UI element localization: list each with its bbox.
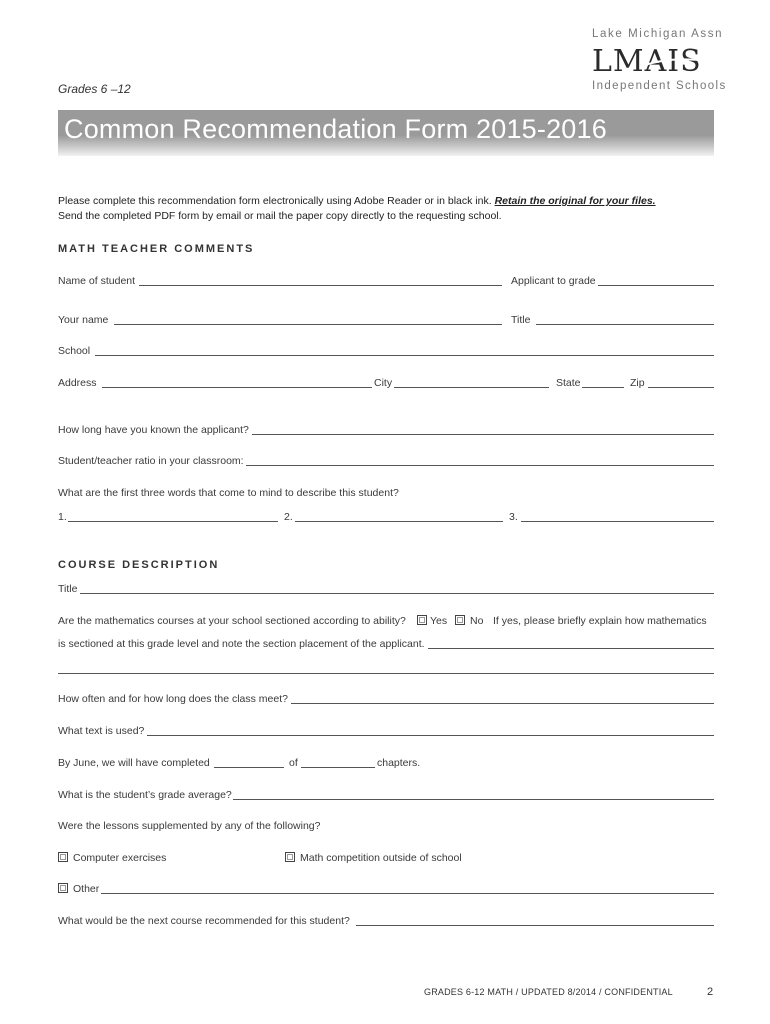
checkbox-other[interactable] <box>58 883 68 893</box>
label-your-name: Your name <box>58 314 109 326</box>
field-chapters-total[interactable] <box>301 767 375 768</box>
checkbox-no[interactable] <box>455 615 465 625</box>
label-no: No <box>470 615 484 627</box>
checkbox-math-competition[interactable] <box>285 852 295 862</box>
label-how-long-known: How long have you known the applicant? <box>58 424 249 436</box>
logo-swoosh-icon <box>640 58 710 68</box>
logo-bottom-text: Independent Schools <box>592 80 727 92</box>
field-sectioned-explanation-line-2[interactable] <box>58 673 714 674</box>
label-sectioned-continued: is sectioned at this grade level and note the section placement of the applicant. <box>58 638 425 650</box>
label-if-yes: If yes, please briefly explain how mathematics <box>493 615 707 627</box>
field-name-of-student[interactable] <box>139 285 502 286</box>
label-how-often: How often and for how long does the class meet? <box>58 693 288 705</box>
label-yes: Yes <box>430 615 448 627</box>
field-other[interactable] <box>101 893 714 894</box>
label-ratio: Student/teacher ratio in your classroom: <box>58 455 244 467</box>
field-course-title[interactable] <box>80 593 714 594</box>
field-how-long-known[interactable] <box>252 434 714 435</box>
intro-emphasis: Retain the original for your files. <box>494 195 656 207</box>
section-heading-teacher: MATH TEACHER COMMENTS <box>58 243 255 255</box>
page-footer: GRADES 6-12 MATH / UPDATED 8/2014 / CONFIDENTIAL <box>424 987 673 997</box>
field-grade-average[interactable] <box>233 799 714 800</box>
label-school: School <box>58 345 91 357</box>
field-state[interactable] <box>582 387 624 388</box>
checkbox-yes[interactable] <box>417 615 427 625</box>
field-your-name[interactable] <box>114 324 502 325</box>
label-address: Address <box>58 377 97 389</box>
label-course-title: Title <box>58 583 78 595</box>
label-supplemented: Were the lessons supplemented by any of the following? <box>58 820 321 832</box>
field-what-text[interactable] <box>147 735 714 736</box>
label-other: Other <box>73 883 100 895</box>
field-zip[interactable] <box>648 387 714 388</box>
label-by-june: By June, we will have completed <box>58 757 210 769</box>
label-word-2: 2. <box>284 511 293 523</box>
field-school[interactable] <box>95 355 714 356</box>
logo-wordmark: LMAIS <box>592 44 702 79</box>
field-sectioned-explanation[interactable] <box>428 648 714 649</box>
label-of: of <box>289 757 298 769</box>
label-computer-exercises: Computer exercises <box>73 852 167 864</box>
field-word-1[interactable] <box>68 521 278 522</box>
field-ratio[interactable] <box>246 465 714 466</box>
grades-label: Grades 6 –12 <box>58 82 131 96</box>
field-city[interactable] <box>394 387 549 388</box>
form-title: Common Recommendation Form 2015-2016 <box>64 114 607 144</box>
label-what-text: What text is used? <box>58 725 145 737</box>
intro-line-1 <box>58 195 656 207</box>
page-number: 2 <box>707 986 714 998</box>
label-state: State <box>556 377 581 389</box>
field-title[interactable] <box>536 324 714 325</box>
field-how-often[interactable] <box>291 703 714 704</box>
label-sectioned-question: Are the mathematics courses at your school sectioned according to ability? <box>58 615 406 627</box>
field-applicant-to-grade[interactable] <box>598 285 714 286</box>
field-next-course[interactable] <box>356 925 714 926</box>
field-word-3[interactable] <box>521 521 714 522</box>
intro-text: Please complete this recommendation form electronically using Adobe Reader or in black ink. <box>58 195 495 207</box>
field-chapters-completed[interactable] <box>214 767 284 768</box>
label-chapters: chapters. <box>377 757 421 769</box>
section-heading-course: COURSE DESCRIPTION <box>58 559 220 571</box>
label-next-course: What would be the next course recommended for this student? <box>58 915 350 927</box>
checkbox-computer-exercises[interactable] <box>58 852 68 862</box>
label-three-words: What are the first three words that come to mind to describe this student? <box>58 487 399 499</box>
label-city: City <box>374 377 393 389</box>
field-address[interactable] <box>102 387 372 388</box>
label-zip: Zip <box>630 377 645 389</box>
logo-top-text: Lake Michigan Assn <box>592 28 724 40</box>
label-word-3: 3. <box>509 511 518 523</box>
label-applicant-to-grade: Applicant to grade <box>511 275 596 287</box>
label-word-1: 1. <box>58 511 67 523</box>
field-word-2[interactable] <box>295 521 503 522</box>
label-grade-average: What is the student’s grade average? <box>58 789 232 801</box>
label-math-competition: Math competition outside of school <box>300 852 462 864</box>
label-title: Title <box>511 314 531 326</box>
intro-line-2: Send the completed PDF form by email or mail the paper copy directly to the requesting school. <box>58 210 502 222</box>
label-name-of-student: Name of student <box>58 275 136 287</box>
